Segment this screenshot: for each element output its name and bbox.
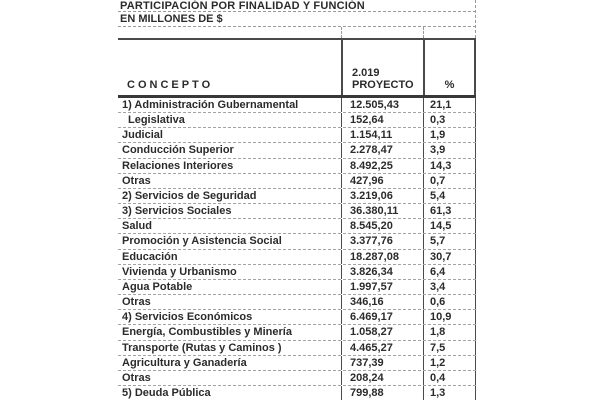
column-divider-dashed: [423, 27, 424, 38]
table-row: [118, 280, 476, 295]
cell-percent: 1,8: [423, 325, 476, 339]
cell-concepto: 5) Deuda Pública: [122, 386, 211, 399]
cell-proyecto: 427,96: [341, 174, 423, 188]
cell-proyecto: 6.469,17: [341, 310, 423, 324]
cell-concepto: 2) Servicios de Seguridad: [122, 189, 257, 202]
cell-proyecto: 12.505,43: [341, 98, 423, 112]
cell-concepto: Legislativa: [128, 114, 185, 127]
table-row: [118, 265, 476, 280]
document-subtitle-text: EN MILLONES DE $: [120, 13, 223, 25]
table-row: [118, 219, 476, 234]
budget-table: [118, 0, 476, 400]
cell-proyecto: 8.545,20: [341, 219, 423, 233]
column-header-proyecto: [341, 40, 423, 95]
cell-concepto: Otras: [122, 371, 151, 384]
cell-proyecto: 3.377,76: [341, 234, 423, 248]
proyecto-header-label: PROYECTO: [352, 78, 414, 91]
cell-proyecto: 3.826,34: [341, 265, 423, 279]
cell-percent: 21,1: [423, 98, 476, 112]
table-row: [118, 386, 476, 400]
cell-percent: 14,3: [423, 159, 476, 173]
cell-percent: 61,3: [423, 204, 476, 218]
cell-concepto: Otras: [122, 296, 151, 309]
cell-percent: 0,4: [423, 371, 476, 385]
cell-percent: 1,9: [423, 128, 476, 142]
table-row: [118, 174, 476, 189]
cell-proyecto: 8.492,25: [341, 159, 423, 173]
cell-concepto: Judicial: [122, 129, 163, 142]
cell-concepto: Vivienda y Urbanismo: [122, 265, 237, 278]
cell-concepto: Energía, Combustibles y Minería: [122, 326, 292, 339]
table-row: [118, 143, 476, 158]
cell-proyecto: 1.997,57: [341, 280, 423, 294]
cell-concepto: Relaciones Interiores: [122, 159, 234, 172]
column-header-concepto: [118, 40, 341, 95]
cell-proyecto: 799,88: [341, 386, 423, 400]
cell-concepto: 4) Servicios Económicos: [122, 311, 253, 324]
cell-proyecto: 2.278,47: [341, 143, 423, 157]
table-row: [118, 341, 476, 356]
table-row: [118, 250, 476, 265]
cell-proyecto: 18.287,08: [341, 250, 423, 264]
table-row: [118, 325, 476, 340]
cell-proyecto: 737,39: [341, 356, 423, 370]
cell-percent: 30,7: [423, 250, 476, 264]
cell-percent: 5,7: [423, 234, 476, 248]
document-title: [118, 0, 476, 12]
table-body: [118, 98, 476, 400]
cell-concepto: Conducción Superior: [122, 144, 234, 157]
cell-concepto: Agricultura y Ganadería: [122, 356, 247, 369]
cell-concepto: Otras: [122, 174, 151, 187]
table-row: [118, 98, 476, 113]
table-row: [118, 234, 476, 249]
cell-percent: 3,9: [423, 143, 476, 157]
cell-concepto: Salud: [122, 220, 152, 233]
percent-header-label: %: [444, 79, 455, 91]
document-title-text: PARTICIPACIÓN POR FINALIDAD Y FUNCIÓN: [120, 0, 365, 12]
cell-concepto: Transporte (Rutas y Caminos ): [122, 341, 282, 354]
table-row: [118, 159, 476, 174]
cell-concepto: 3) Servicios Sociales: [122, 205, 232, 218]
concepto-header-label: CONCEPTO: [127, 79, 214, 91]
table-row: [118, 356, 476, 371]
cell-percent: 1,3: [423, 386, 476, 400]
table-right-edge-dashed: [475, 0, 476, 38]
table-row: [118, 295, 476, 310]
table-header: [118, 38, 476, 98]
cell-percent: 5,4: [423, 189, 476, 203]
column-header-percent: [423, 40, 476, 95]
cell-percent: 1,2: [423, 356, 476, 370]
cell-proyecto: 346,16: [341, 295, 423, 309]
cell-proyecto: 208,24: [341, 371, 423, 385]
cell-proyecto: 3.219,06: [341, 189, 423, 203]
cell-percent: 0,3: [423, 113, 476, 127]
cell-proyecto: 4.465,27: [341, 341, 423, 355]
cell-proyecto: 1.058,27: [341, 325, 423, 339]
table-row: [118, 189, 476, 204]
cell-proyecto: 152,64: [341, 113, 423, 127]
cell-percent: 14,5: [423, 219, 476, 233]
column-divider-dashed: [341, 27, 342, 38]
cell-proyecto: 1.154,11: [341, 128, 423, 142]
cell-percent: 7,5: [423, 341, 476, 355]
table-row: [118, 128, 476, 143]
cell-concepto: Agua Potable: [122, 280, 193, 293]
cell-concepto: 1) Administración Gubernamental: [122, 99, 299, 111]
cell-percent: 3,4: [423, 280, 476, 294]
table-row: [118, 310, 476, 325]
table-row: [118, 371, 476, 386]
cell-percent: 0,6: [423, 295, 476, 309]
table-row: [118, 113, 476, 128]
proyecto-header-year: 2.019: [352, 67, 380, 79]
cell-concepto: Promoción y Asistencia Social: [122, 235, 282, 248]
cell-percent: 10,9: [423, 310, 476, 324]
cell-concepto: Educación: [122, 250, 178, 263]
cell-percent: 6,4: [423, 265, 476, 279]
cell-proyecto: 36.380,11: [341, 204, 423, 218]
table-row: [118, 204, 476, 219]
cell-percent: 0,7: [423, 174, 476, 188]
document-subtitle: [118, 12, 476, 27]
header-gap: [118, 27, 476, 38]
